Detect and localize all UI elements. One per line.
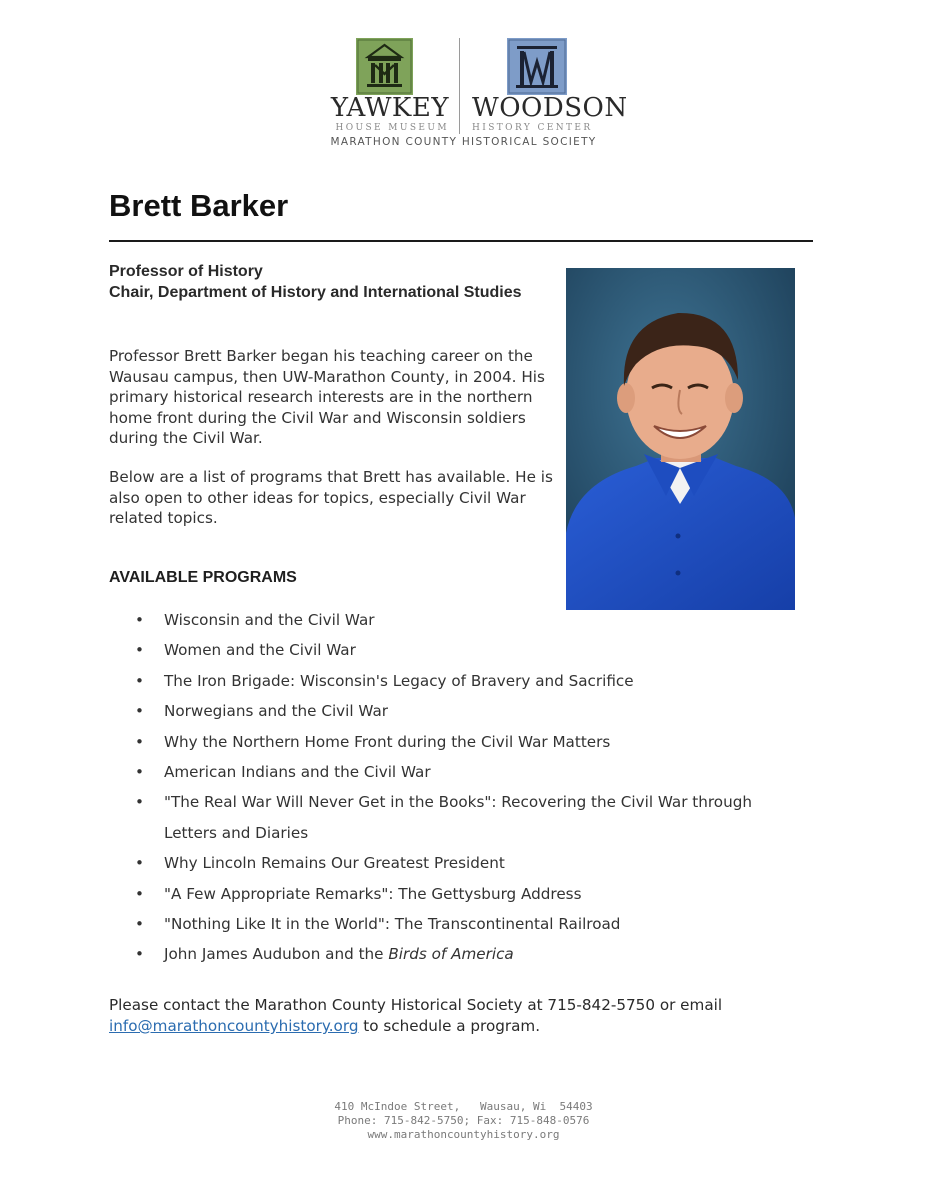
footer-address: 410 McIndoe Street, Wausau, Wi 54403 (334, 1100, 593, 1113)
bullet-icon: • (135, 915, 144, 934)
bullet-icon: • (135, 884, 144, 903)
logo-yawkey-wordmark: YAWKEY (330, 93, 449, 123)
list-item: • John James Audubon and the Birds of America (135, 939, 815, 969)
list-item: • The Iron Brigade: Wisconsin's Legacy of Bravery and Sacrifice (135, 666, 815, 696)
bullet-icon: • (135, 763, 144, 782)
page-title: Brett Barker (109, 188, 289, 223)
logo-society-name: MARATHON COUNTY HISTORICAL SOCIETY (330, 136, 597, 148)
job-titles (109, 262, 549, 303)
list-item: • "Nothing Like It in the World": The Transcontinental Railroad (135, 909, 815, 939)
job-title-secondary: Chair, Department of History and International Studies (109, 283, 522, 301)
programs-intro-paragraph: Below are a list of programs that Brett has available. He is also open to other ideas for topics, especially Civil War related topics. (109, 468, 553, 527)
job-title-primary: Professor of History (109, 263, 263, 280)
bullet-icon: • (135, 945, 144, 964)
yawkey-logo-icon (356, 38, 413, 95)
bullet-icon: • (135, 793, 144, 812)
list-item: • "The Real War Will Never Get in the Books": Recovering the Civil War through Letters and Diaries (135, 787, 764, 848)
programs-list (135, 605, 815, 970)
bullet-icon: • (135, 854, 144, 873)
book-title: Birds of America (388, 945, 514, 964)
header-divider (109, 240, 813, 242)
bio-paragraph: Professor Brett Barker began his teaching career on the Wausau campus, then UW-Marathon County, in 2004. His primary historical research interests are in the northern home front during the Civil War and Wisconsin soldiers during the Civil War. (109, 347, 545, 447)
list-item: • American Indians and the Civil War (135, 757, 815, 787)
list-item: • Why Lincoln Remains Our Greatest President (135, 848, 815, 878)
portrait-photo (566, 268, 795, 610)
footer-website: www.marathoncountyhistory.org (367, 1128, 560, 1141)
bullet-icon: • (135, 671, 144, 690)
contact-paragraph: Please contact the Marathon County Historical Society at 715-842-5750 or email info@marathoncountyhistory.org to schedule a program. (109, 996, 723, 1035)
programs-heading: AVAILABLE PROGRAMS (109, 569, 297, 586)
bullet-icon: • (135, 641, 144, 660)
bullet-icon: • (135, 611, 144, 629)
logo-divider (459, 38, 460, 134)
list-item: • Why the Northern Home Front during the Civil War Matters (135, 727, 815, 757)
logo-yawkey-subtitle: HOUSE MUSEUM (335, 123, 449, 133)
logo-woodson-wordmark: WOODSON (472, 93, 628, 123)
logo-woodson-subtitle: HISTORY CENTER (472, 123, 593, 133)
list-item: • Norwegians and the Civil War (135, 696, 815, 726)
footer-phone: Phone: 715-842-5750; Fax: 715-848-0576 (337, 1114, 590, 1127)
bullet-icon: • (135, 732, 144, 751)
footer (0, 1100, 927, 1142)
list-item: • "A Few Appropriate Remarks": The Gettysburg Address (135, 879, 815, 909)
list-item: • Wisconsin and the Civil War (135, 605, 815, 635)
bullet-icon: • (135, 702, 144, 721)
email-link[interactable]: info@marathoncountyhistory.org (109, 1017, 359, 1035)
woodson-logo-icon (507, 38, 567, 95)
list-item: • Women and the Civil War (135, 635, 815, 665)
